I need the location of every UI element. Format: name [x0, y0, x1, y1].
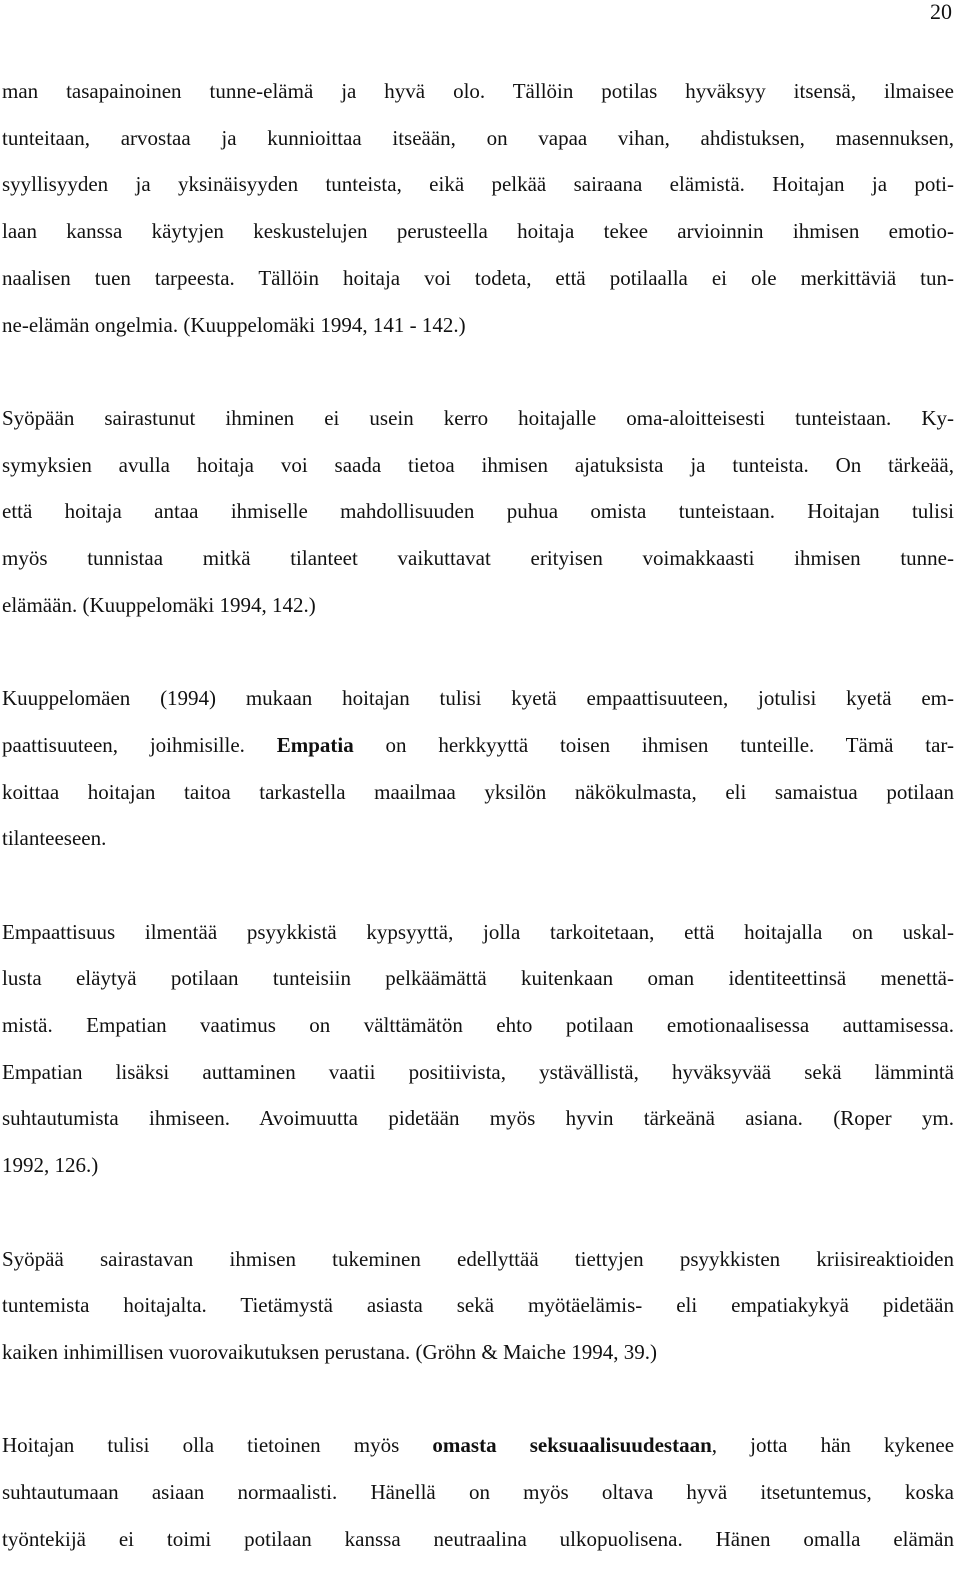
text-line — [2, 1002, 954, 1049]
text-segment: man tasapainoinen tunne-elämä ja hyvä olo. Tällöin potilas hyväksyy itsensä, ilmaisee — [2, 79, 954, 103]
text-segment: suhtautumaan asiaan normaalisti. Hänellä on myös oltava hyvä itsetuntemus, koska — [2, 1480, 954, 1505]
text-segment: myös tunnistaa mitkä tilanteet vaikuttavat erityisen voimakkaasti ihmisen tunne- — [2, 546, 954, 571]
text-line — [2, 68, 954, 115]
text-line — [2, 302, 954, 349]
text-segment: koittaa hoitajan taitoa tarkastella maailmaa yksilön näkökulmasta, eli samaistua potilaan — [2, 779, 954, 804]
text-segment: mistä. Empatian vaatimus on välttämätön ehto potilaan emotionaalisessa auttamisessa. — [2, 1013, 954, 1038]
paragraph — [2, 1422, 954, 1562]
paragraph — [2, 909, 954, 1189]
paragraph — [2, 395, 954, 629]
text-line — [2, 442, 954, 489]
text-line — [2, 909, 954, 956]
text-segment: laan kanssa käytyjen keskustelujen perusteella hoitaja tekee arvioinnin ihmisen emotio- — [2, 219, 954, 244]
text-line — [2, 255, 954, 302]
text-segment: Syöpää sairastavan ihmisen tukeminen edellyttää tiettyjen psyykkisten kriisireaktioiden — [2, 1246, 954, 1271]
text-line — [2, 395, 954, 442]
text-segment: Kuuppelomäen (1994) mukaan hoitajan tulisi kyetä empaattisuuteen, jotulisi kyetä em- — [2, 686, 954, 711]
bold-term: Empatia — [276, 732, 354, 757]
text-line — [2, 582, 954, 629]
text-segment: symyksien avulla hoitaja voi saada tietoa ihmisen ajatuksista ja tunteista. On tärkeää, — [2, 452, 954, 477]
text-segment: 1992, 126.) — [2, 1153, 99, 1178]
text-segment: naalisen tuen tarpeesta. Tällöin hoitaja voi todeta, että potilaalla ei ole merkittäviä tun- — [2, 265, 954, 290]
text-line — [2, 675, 954, 722]
bold-term: omasta seksuaalisuudestaan — [432, 1433, 712, 1458]
text-line — [2, 1282, 954, 1329]
document-body — [2, 68, 954, 1562]
text-segment: tuntemista hoitajalta. Tietämystä asiasta sekä myötäelämis- eli empatiakykyä pidetään — [2, 1293, 954, 1318]
text-line — [2, 1142, 954, 1189]
text-segment: on herkkyyttä toisen ihmisen tunteille. Tämä tar- — [353, 732, 954, 757]
text-line — [2, 1329, 954, 1376]
text-segment: että hoitaja antaa ihmiselle mahdollisuuden puhua omista tunteistaan. Hoitajan tulisi — [2, 499, 954, 524]
text-line — [2, 1422, 954, 1469]
text-segment: Hoitajan tulisi olla tietoinen myös — [2, 1433, 433, 1458]
text-segment: , jotta hän kykenee — [711, 1433, 955, 1458]
text-line — [2, 1236, 954, 1283]
text-segment: Syöpään sairastunut ihminen ei usein kerro hoitajalle oma-aloitteisesti tunteistaan. Ky- — [2, 405, 954, 430]
text-line — [2, 1095, 954, 1142]
text-line — [2, 161, 954, 208]
text-line — [2, 769, 954, 816]
text-segment: ne-elämän ongelmia. (Kuuppelomäki 1994, 141 - 142.) — [2, 312, 466, 337]
text-line — [2, 815, 954, 862]
text-line — [2, 1469, 954, 1516]
paragraph — [2, 675, 954, 862]
text-line — [2, 208, 954, 255]
text-line — [2, 115, 954, 162]
text-line — [2, 488, 954, 535]
text-segment: kaiken inhimillisen vuorovaikutuksen perustana. (Gröhn & Maiche 1994, 39.) — [2, 1339, 657, 1364]
text-segment: Empaattisuus ilmentää psyykkistä kypsyyttä, jolla tarkoitetaan, että hoitajalla on uskal- — [2, 919, 954, 944]
page-number: 20 — [930, 0, 952, 24]
text-segment: syyllisyyden ja yksinäisyyden tunteista, eikä pelkää sairaana elämistä. Hoitajan ja poti- — [2, 172, 954, 197]
text-line — [2, 1049, 954, 1096]
text-segment: työntekijä ei toimi potilaan kanssa neutraalina ulkopuolisena. Hänen omalla elämän — [2, 1526, 954, 1551]
text-segment: suhtautumista ihmiseen. Avoimuutta pidetään myös hyvin tärkeänä asiana. (Roper ym. — [2, 1106, 954, 1131]
text-line — [2, 955, 954, 1002]
paragraph — [2, 1236, 954, 1376]
text-segment: tunteitaan, arvostaa ja kunnioittaa itseään, on vapaa vihan, ahdistuksen, masennuksen, — [2, 125, 954, 150]
text-segment: lusta eläytyä potilaan tunteisiin pelkäämättä kuitenkaan oman identiteettinsä menettä- — [2, 966, 954, 991]
text-segment: paattisuuteen, joihmisille. — [2, 732, 277, 757]
text-line — [2, 535, 954, 582]
text-segment: elämään. (Kuuppelomäki 1994, 142.) — [2, 592, 316, 617]
text-line — [2, 1516, 954, 1563]
text-segment: Empatian lisäksi auttaminen vaatii positiivista, ystävällistä, hyväksyvää sekä lämmintä — [2, 1059, 954, 1084]
paragraph — [2, 68, 954, 348]
text-line — [2, 722, 954, 769]
text-segment: tilanteeseen. — [2, 826, 107, 851]
